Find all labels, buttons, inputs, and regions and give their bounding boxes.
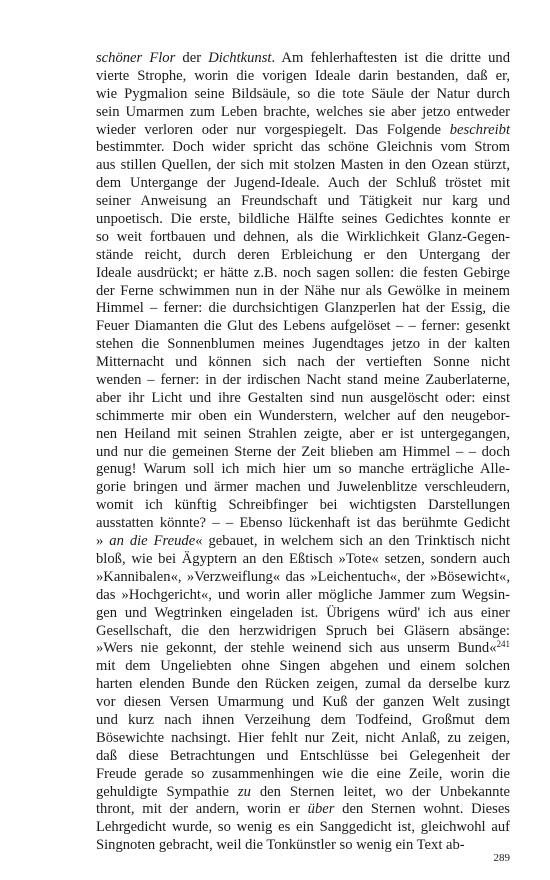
text-segment: genug! Warum soll ich mich hier um so manche erträgliche Alle- [96,461,510,478]
text-segment: bloß, wie bei Ägyptern an den Eßtisch »Tote« setzen, sondern auch [96,550,510,567]
text-line [96,819,510,837]
text-line [96,175,510,193]
text-segment: der [175,50,209,66]
text-segment: Feuer Diamanten die Glut des Lebens aufgelöset – – ferner: gesenkt [96,318,510,335]
page-number: 289 [493,852,510,864]
text-line [96,336,510,354]
text-line [96,193,510,211]
text-line [96,265,510,283]
text-segment: mit dem Ungeliebten ohne Singen abgehen und einem solchen [96,658,510,675]
text-segment: Bösewichte nachsingt. Hier fehlt nur Zeit, nicht Anlaß, zu zeigen, [96,729,510,746]
text-line [96,569,510,587]
text-line [96,318,510,336]
text-segment: gorie bringen und ärmer machen und Juwelenblitze verschleudern, [96,479,510,496]
text-line [96,157,510,175]
text-segment: . Am fehlerhaftesten ist die dritte und [271,50,510,66]
text-segment: den Sternen leitet, wo der Unbekannte [250,783,511,800]
text-line [96,139,510,157]
text-segment: womit ich künftig Schreibfinger bei wichtigsten Darstellungen [96,497,510,514]
text-line [96,748,510,766]
text-segment: den Sternen wohnt. Dieses [334,801,510,818]
text-line [96,479,510,497]
body-text [96,50,510,855]
text-line [96,86,510,104]
text-segment: »Wers nie gekonnt, der stehle weinend sich aus unserm Bund« [96,640,497,657]
text-segment: thront, mit der andern, worin er [96,801,308,818]
text-line [96,801,510,819]
text-segment: wie Pygmalion seine Bildsäule, so die tote Säule der Natur durch [96,85,510,102]
text-segment: so weit fortbauen und dehnen, als die Wirklichkeit Glanz-Gegen- [96,228,510,245]
text-line [96,283,510,301]
text-line [96,587,510,605]
text-line [96,515,510,533]
text-line [96,426,510,444]
italic-text: über [307,801,335,818]
text-segment: der Ferne schwimmen nun in der Nähe nur als Gewölke in meinem [96,282,510,299]
text-segment: dem Untergange der Jugend-Ideale. Auch der Schluß tröstet mit [96,175,510,192]
text-segment: stehen die Sonnenblumen meines Jugendtages jetzo in der kalten [96,336,510,353]
text-segment: Freude gerade so zusammenhingen wie die eine Zeile, worin die [96,765,510,782]
text-segment: schimmerte mir oben ein Wunderstern, welcher auf den neugebor- [96,407,510,424]
text-line [96,730,510,748]
text-line [96,300,510,318]
text-segment: das »Hochgericht«, und worin aller mögliche Jammer zum Wegsin- [96,586,510,603]
text-segment: Singnoten gebracht, weil die Tonkünstler so wenig ein Text ab- [96,837,465,854]
text-segment: » [96,533,110,550]
text-segment: unpoetisch. Die erste, bildliche Hälfte seines Gedichtes konnte er [96,211,510,228]
text-line [96,50,510,68]
text-line [96,712,510,730]
text-segment: und nur die gemeinen Sterne der Zeit blieben am Himmel – – doch [96,443,510,460]
text-line [96,390,510,408]
text-line [96,229,510,247]
text-line [96,354,510,372]
text-line [96,497,510,515]
text-line [96,68,510,86]
text-line [96,784,510,802]
text-segment: wenden – ferner: in der irdischen Nacht stand meine Zauberlaterne, [96,372,510,389]
text-segment: aus stillen Quellen, der sich mit stolzen Masten in den Ozean stürzt, [96,157,510,174]
text-line [96,658,510,676]
text-line [96,372,510,390]
text-line [96,122,510,140]
italic-text: zu [237,783,251,800]
text-segment: aber ihr Licht und ihre Gestalten sind nun ausgelöscht oder: einst [96,389,510,406]
text-line [96,533,510,551]
text-segment: nen Heiland mit seinen Strahlen zeigte, aber er ist untergegangen, [96,425,510,442]
text-line [96,408,510,426]
text-segment: Mitternacht und können sich nach der vertieften Sonne nicht [96,354,510,371]
text-line [96,104,510,122]
text-segment: vor diesen Versen Umarmung und Kuß der ganzen Welt zusingt [96,694,510,711]
footnote-marker: 241 [496,639,510,650]
text-segment: »Kannibalen«, »Verzweiflung« das »Leichentuch«, der »Bösewicht«, [96,568,510,585]
text-segment: stände reicht, durch deren Erbleichung er den Untergang der [96,246,510,263]
text-line [96,551,510,569]
text-line [96,676,510,694]
text-line [96,694,510,712]
text-segment: sein Umarmen zum Leben brachte, welches sie aber jetzo entweder [96,103,510,120]
text-segment: bestimmter. Doch wider spricht das schöne Gleichnis vom Strom [96,139,510,156]
text-segment: « gebauet, in welchem sich an den Trinktisch nicht [195,533,510,550]
text-line [96,444,510,462]
text-segment: vierte Strophe, worin die vorigen Ideale darin bestanden, daß er, [96,67,510,84]
italic-text: an die Freude [109,533,196,550]
text-line [96,766,510,784]
text-line [96,247,510,265]
text-segment: gehuldigte Sympathie [96,783,238,800]
italic-text: beschreibt [449,121,510,138]
text-segment: wieder verloren oder nur vorgespiegelt. Das Folgende [96,121,450,138]
text-segment: und kurz nach ihnen Verzeihung dem Todfeind, Großmut dem [96,711,510,728]
text-line [96,605,510,623]
text-line [96,837,510,855]
text-segment: Himmel – ferner: die durchsichtigen Glanzperlen hat der Essig, die [96,300,510,317]
italic-text: schöner Flor [96,50,176,66]
text-line [96,211,510,229]
text-segment: Gesellschaft, die den herzwidrigen Spruch bei Gläsern absänge: [96,622,510,639]
text-segment: Lehrgedicht wurde, so wenig es ein Sanggedicht ist, gleichwohl auf [96,819,510,836]
text-segment: gen und Wegtrinken eingeladen ist. Übrigens würd' ich aus einer [96,604,510,621]
text-segment: Ideale ausdrückt; er hätte z.B. noch sagen sollen: die festen Gebirge [96,264,510,281]
text-segment: ausstatten könnte? – – Ebenso lückenhaft ist das berühmte Gedicht [96,515,510,532]
text-segment: harten elenden Bunde den Rücken zeigen, zumal da derselbe kurz [96,676,510,693]
text-line [96,461,510,479]
text-line [96,623,510,641]
text-line [96,640,510,658]
italic-text: Dichtkunst [208,50,272,66]
text-segment: seiner Anweisung an Freundschaft und Tätigkeit nur karg und [96,193,510,210]
text-segment: daß diese Betrachtungen und Entschlüsse bei Gelegenheit der [96,747,510,764]
